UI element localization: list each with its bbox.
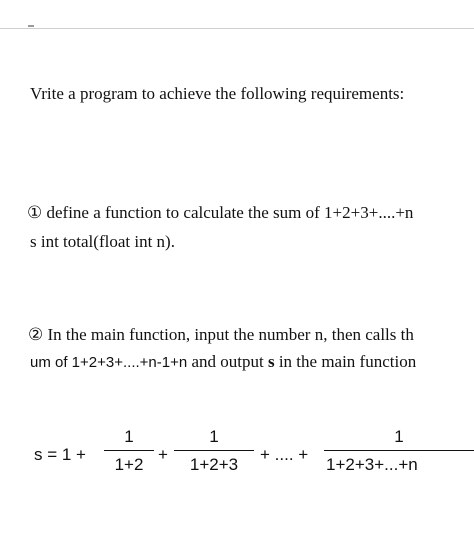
requirement-2-line-1 [28,325,474,345]
fraction-1-denominator: 1+2 [114,455,144,474]
fraction-3-bar [324,450,474,451]
formula-plus-1: + [158,445,168,464]
requirement-2-text-b: in the main function [278,352,417,371]
fraction-1 [104,426,154,476]
requirement-1-text: define a function to calculate the sum of 1+2+3+....+n [46,203,414,222]
requirement-1-line-2: s int total(float int n). [30,232,175,251]
fraction-3-numerator: 1 [394,427,404,446]
top-bar-mark [28,25,34,27]
top-bar [0,0,474,29]
requirement-2-marker: ② [28,325,44,344]
formula-lhs: s = 1 + [34,445,86,464]
fraction-2-bar [174,450,254,451]
question-heading: Vrite a program to achieve the following requirements: [30,84,405,103]
fraction-2-denominator: 1+2+3 [189,455,239,474]
requirement-1-line-1 [27,203,474,223]
sum-formula [34,426,474,482]
fraction-3 [324,426,474,476]
requirement-1-marker: ① [27,203,43,222]
fraction-2 [174,426,254,476]
fraction-2-numerator: 1 [209,427,219,446]
fraction-1-numerator: 1 [124,427,134,446]
variable-s: s [267,352,275,371]
sum-expression: um of 1+2+3+....+n-1+n [30,354,188,371]
fraction-3-denominator: 1+2+3+...+n [326,455,418,474]
requirement-2-text: In the main function, input the number n, then calls th [47,325,414,344]
fraction-1-bar [104,450,154,451]
requirement-2-line-2 [30,352,474,373]
requirement-2-text-a: and output [191,352,264,371]
formula-plus-ellipsis: + .... + [260,445,309,464]
